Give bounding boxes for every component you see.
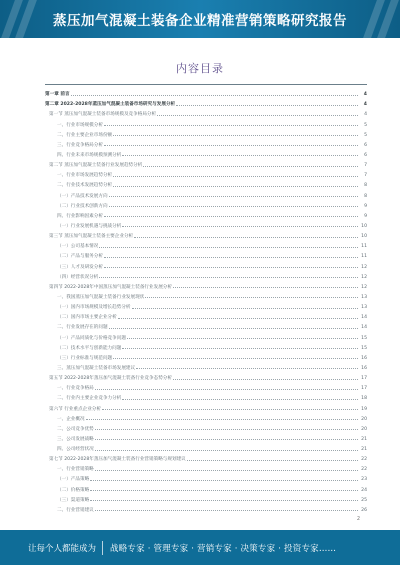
toc-leader-dots: [95, 429, 358, 430]
toc-entry-page: 16: [361, 365, 367, 371]
toc-entry-page: 21: [361, 447, 367, 453]
footer-separator: [102, 541, 103, 555]
toc-leader-dots: [113, 176, 358, 177]
toc-entry-text: 一、行业市场发展趋势分析: [57, 173, 113, 179]
toc-entry-text: （一）行业发展机遇与挑战分析: [57, 223, 122, 229]
toc-entry-page: 11: [361, 244, 367, 250]
page-number: 2: [356, 516, 360, 522]
toc-entry-text: 二、行业发展存在的问题: [57, 325, 108, 331]
toc-entry-page: 14: [361, 325, 367, 331]
toc-entry-text: 三、蒸压加气混凝土装备市场发展建议: [57, 365, 136, 371]
toc-entry-page: 4: [363, 92, 367, 98]
toc-leader-dots: [109, 328, 358, 329]
toc-leader-dots: [90, 490, 358, 491]
toc-entry-page: 16: [361, 355, 367, 361]
toc-leader-dots: [187, 460, 358, 461]
toc-leader-dots: [95, 439, 358, 440]
toc-leader-dots: [143, 166, 358, 167]
toc-leader-dots: [104, 145, 358, 146]
toc-entry-text: （二）国内市场主要企业分析: [57, 315, 117, 321]
toc-entry-page: 13: [361, 294, 367, 300]
toc-entry[interactable]: [45, 158, 367, 168]
toc-entry[interactable]: [45, 412, 367, 422]
toc-entry-text: 二、行业主要企业市场份额: [57, 132, 113, 138]
toc-entry[interactable]: [45, 361, 367, 371]
toc-entry-text: 四、行业未来市场规模预测分析: [57, 152, 122, 158]
toc-entry[interactable]: [45, 503, 367, 513]
toc-leader-dots: [104, 125, 358, 126]
toc-entry-text: （三）渠道策略: [57, 497, 90, 503]
toc-entry-page: 9: [364, 213, 367, 219]
toc-entry-page: 20: [361, 426, 367, 432]
toc-entry[interactable]: [45, 482, 367, 492]
toc-entry-page: 10: [361, 223, 367, 229]
toc-entry-text: 四、公司经营状况: [57, 447, 94, 453]
toc-entry-text: （三）行业标准与规范问题: [57, 355, 113, 361]
toc-entry-page: 8: [364, 183, 367, 189]
toc-entry[interactable]: [45, 442, 367, 452]
toc-leader-dots: [90, 500, 358, 501]
toc-entry[interactable]: [45, 259, 367, 269]
toc-entry-page: 19: [361, 406, 367, 412]
toc-leader-dots: [122, 155, 358, 156]
toc-entry[interactable]: [45, 432, 367, 442]
footer-slogan: 让每个人都能成为: [28, 543, 97, 554]
footer-tagline: 战略专家 · 管理专家 · 营销专家 · 决策专家 · 投资专家……: [110, 543, 337, 554]
toc-entry-page: 20: [361, 416, 367, 422]
toc-entry-text: （一）产品策略: [57, 477, 90, 483]
toc-leader-dots: [132, 308, 358, 309]
toc-entry[interactable]: [45, 341, 367, 351]
toc-entry-text: 三、公司发展战略: [57, 436, 94, 442]
toc-entry[interactable]: [45, 188, 367, 198]
toc-entry-page: 10: [361, 234, 367, 240]
toc-entry[interactable]: [45, 239, 367, 249]
toc-entry-page: 4: [364, 112, 367, 118]
toc-entry-page: 22: [361, 457, 367, 463]
toc-entry[interactable]: [45, 300, 367, 310]
toc-leader-dots: [86, 419, 358, 420]
toc-entry-page: 13: [361, 305, 367, 311]
toc-entry-page: 6: [364, 142, 367, 148]
toc-entry-page: 24: [361, 487, 367, 493]
toc-entry-text: （二）技术水平与创新能力问题: [57, 345, 122, 351]
toc-leader-dots: [104, 257, 358, 258]
toc-entry-page: 9: [364, 203, 367, 209]
toc-entry-text: （三）人才及研发分析: [57, 264, 103, 270]
toc-entry[interactable]: [45, 97, 367, 107]
toc-leader-dots: [134, 237, 358, 238]
toc-entry-page: 7: [364, 173, 367, 179]
toc-entry-page: 4: [363, 102, 367, 108]
toc-leader-dots: [102, 409, 358, 410]
toc-entry-text: （一）产品同质化与价格竞争问题: [57, 335, 126, 341]
toc-entry-page: 17: [361, 386, 367, 392]
toc-entry[interactable]: [45, 391, 367, 401]
toc-entry-text: （二）产品与服务分析: [57, 254, 103, 260]
toc-entry-text: 一、行业市场规模分析: [57, 122, 103, 128]
toc-leader-dots: [118, 318, 358, 319]
toc-entry[interactable]: [45, 270, 367, 280]
toc-entry[interactable]: [45, 168, 367, 178]
toc-entry-text: 一、企业概况: [57, 416, 85, 422]
toc-entry[interactable]: [45, 280, 367, 290]
toc-entry-text: 第二节 蒸压加气混凝土装备行业发展趋势分析: [49, 163, 143, 169]
toc-entry[interactable]: [45, 462, 367, 472]
toc-entry-text: 一、行业营销策略: [57, 467, 94, 473]
toc-entry-text: 一、我国蒸压加气混凝土装备行业发展现状: [57, 294, 145, 300]
toc-entry-text: （二）行业技术创新方向: [57, 203, 108, 209]
toc-entry-text: 第六节 行业重点企业分析: [49, 406, 101, 412]
toc-leader-dots: [95, 450, 358, 451]
toc-leader-dots: [109, 196, 358, 197]
toc-leader-dots: [104, 216, 358, 217]
toc-entry[interactable]: [45, 290, 367, 300]
toc-entry[interactable]: [45, 371, 367, 381]
toc-entry-page: 15: [361, 345, 367, 351]
toc-leader-dots: [136, 368, 358, 369]
toc-entry-page: 5: [364, 132, 367, 138]
toc-title: 内容目录: [176, 62, 224, 75]
toc-entry-text: （一）产品技术发展方向: [57, 193, 108, 199]
toc-entry-page: 11: [361, 254, 367, 260]
toc-leader-dots: [113, 358, 358, 359]
toc-entry-page: 8: [364, 193, 367, 199]
toc-entry[interactable]: [45, 320, 367, 330]
toc-entry-page: 18: [361, 396, 367, 402]
toc-entry-text: 二、行业营销建议: [57, 507, 94, 513]
toc-leader-dots: [127, 338, 358, 339]
toc-entry[interactable]: [45, 138, 367, 148]
toc-entry-text: （四）经营状况分析: [57, 274, 99, 280]
footer-banner: [0, 530, 400, 565]
toc-entry-page: 17: [361, 376, 367, 382]
toc-entry-page: 12: [361, 274, 367, 280]
toc-entry-page: 26: [361, 507, 367, 513]
toc-leader-dots: [71, 95, 358, 96]
toc-entry-page: 7: [364, 163, 367, 169]
toc-entry[interactable]: [45, 422, 367, 432]
toc-leader-dots: [99, 277, 358, 278]
toc-entry-page: 6: [364, 152, 367, 158]
toc-entry[interactable]: [45, 229, 367, 239]
toc-entry[interactable]: [45, 178, 367, 188]
toc-entry[interactable]: [45, 401, 367, 411]
toc-entry[interactable]: [45, 128, 367, 138]
toc-leader-dots: [95, 389, 358, 390]
report-header: [0, 0, 400, 38]
toc-entry[interactable]: [45, 381, 367, 391]
toc-divider: [45, 84, 367, 85]
toc-leader-dots: [145, 297, 358, 298]
toc-entry[interactable]: [45, 452, 367, 462]
toc-leader-dots: [104, 267, 358, 268]
toc-leader-dots: [122, 226, 358, 227]
toc-page: [18, 38, 382, 530]
toc-leader-dots: [113, 135, 358, 136]
toc-entry-text: 第一章 前言: [45, 92, 70, 98]
toc-leader-dots: [113, 186, 358, 187]
toc-entry-text: 第五节 2022-2028年蒸压加气混凝土装备行业竞争态势分析: [49, 376, 172, 382]
toc-entry[interactable]: [45, 351, 367, 361]
toc-entry[interactable]: [45, 219, 367, 229]
toc-entry[interactable]: [45, 199, 367, 209]
toc-entry-page: 14: [361, 315, 367, 321]
toc-entry-page: 5: [364, 122, 367, 128]
toc-leader-dots: [173, 287, 358, 288]
toc-entry-page: 25: [361, 497, 367, 503]
toc-entry-page: 15: [361, 335, 367, 341]
toc-entry-text: 第七节 2022-2028年蒸压加气混凝土装备行业营销策略与规划建议: [49, 457, 186, 463]
toc-entry-text: 二、公司竞争优势: [57, 426, 94, 432]
toc-entry[interactable]: [45, 148, 367, 158]
toc-entry-page: 22: [361, 467, 367, 473]
report-title: 蒸压加气混凝土装备企业精准营销策略研究报告: [53, 13, 347, 29]
toc-leader-dots: [95, 510, 358, 511]
toc-leader-dots: [95, 470, 358, 471]
toc-entry-text: 四、行业影响因素分析: [57, 213, 103, 219]
toc-leader-dots: [122, 399, 358, 400]
toc-entry-text: 一、行业竞争格局: [57, 386, 94, 392]
toc-leader-dots: [157, 115, 358, 116]
toc-entry-text: 二、行业技术发展趋势分析: [57, 183, 113, 189]
toc-entry-text: （一）国内市场规模及增长趋势分析: [57, 305, 131, 311]
toc-leader-dots: [109, 206, 358, 207]
toc-entry[interactable]: [45, 310, 367, 320]
toc-entry-text: （一）公司基本情况: [57, 244, 99, 250]
toc-entry-text: 二、行业内主要企业竞争力分析: [57, 396, 122, 402]
toc-entry-text: 第二章 2022-2028年蒸压加气混凝土装备市场研究与发展分析: [45, 102, 176, 108]
toc-entry-page: 23: [361, 477, 367, 483]
toc-entry[interactable]: [45, 209, 367, 219]
toc-entry-text: （二）价格策略: [57, 487, 90, 493]
toc-entry-text: 第一节 蒸压加气混凝土装备市场规模及竞争格局分析: [49, 112, 157, 118]
toc-entry-text: 第四节 2022-2028年中国蒸压加气混凝土装备行业发展分析: [49, 284, 172, 290]
toc-entry-page: 21: [361, 436, 367, 442]
toc-entry-text: 三、行业竞争格局分析: [57, 142, 103, 148]
toc-leader-dots: [173, 379, 358, 380]
toc-entry[interactable]: [45, 330, 367, 340]
toc-entry-text: 第三节 蒸压加气混凝土装备主要企业分析: [49, 234, 134, 240]
toc-leader-dots: [99, 247, 358, 248]
toc-entry[interactable]: [45, 117, 367, 127]
toc-entry[interactable]: [45, 472, 367, 482]
toc-list: [45, 87, 367, 513]
toc-entry[interactable]: [45, 249, 367, 259]
toc-entry[interactable]: [45, 87, 367, 97]
toc-entry[interactable]: [45, 493, 367, 503]
toc-leader-dots: [122, 348, 358, 349]
toc-entry-page: 12: [361, 284, 367, 290]
toc-entry[interactable]: [45, 107, 367, 117]
toc-leader-dots: [90, 480, 358, 481]
toc-leader-dots: [176, 105, 358, 106]
toc-entry-page: 12: [361, 264, 367, 270]
